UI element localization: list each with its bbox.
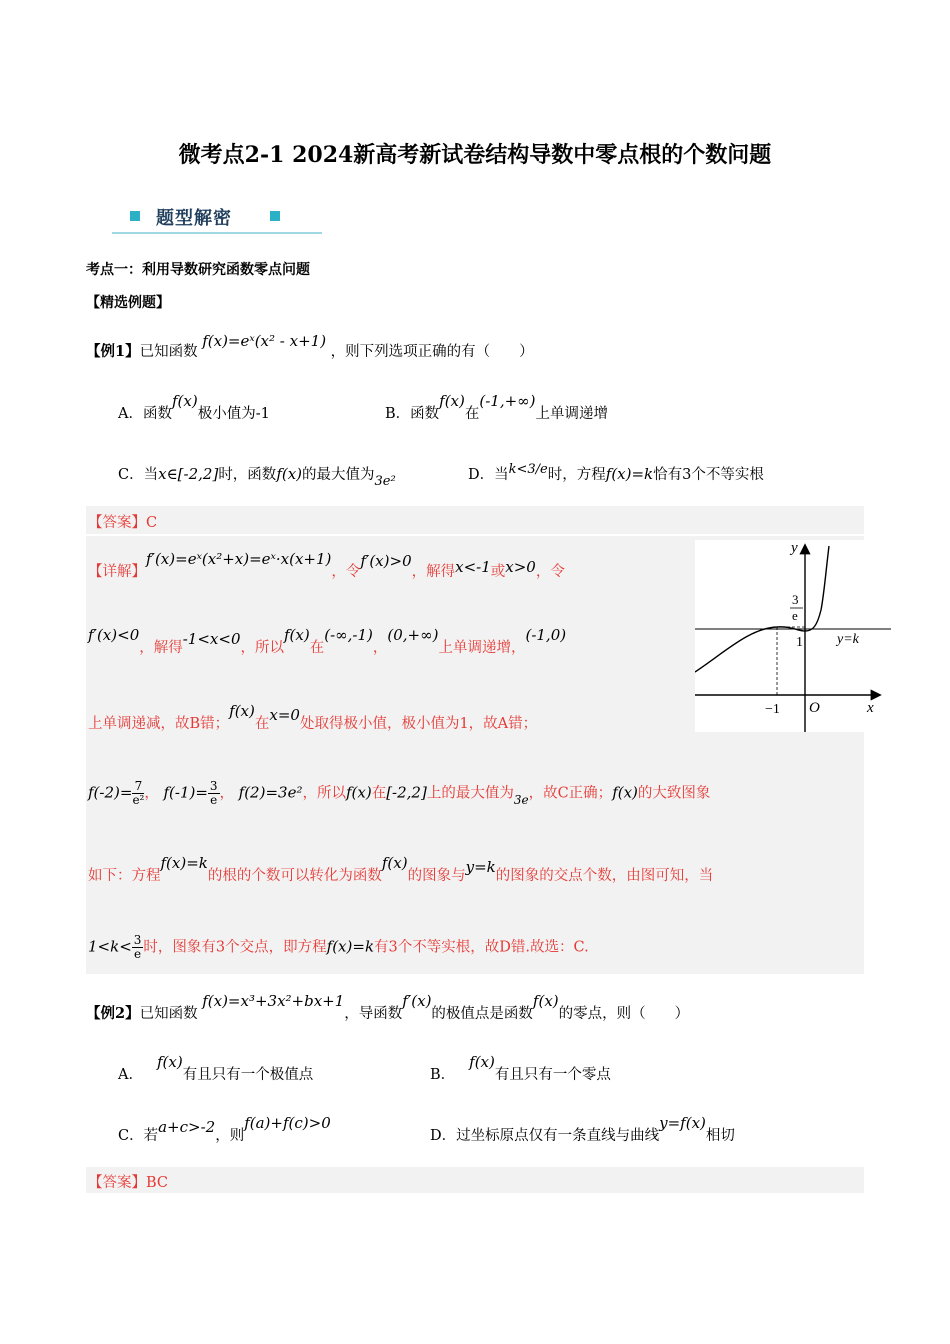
frac-denominator: e — [792, 608, 798, 623]
section-banner — [112, 202, 322, 236]
example1-answer: 【答案】C — [88, 515, 158, 531]
tick-minus-one: −1 — [765, 702, 780, 717]
answer-box — [86, 506, 864, 534]
solution-line-6: 1<k< $\frac{3}{e}$ 时，图象有3个交点，即方程f(x)=k有3个不等实根，故D错.故选：C. — [88, 933, 589, 961]
example1-option-c: C．当x∈[-2,2]时，函数f(x)的最大值为3e² — [118, 465, 396, 489]
banner-square-icon — [270, 211, 280, 221]
example2-option-d: D．过坐标原点仅有一条直线与曲线y=f(x)相切 — [430, 1114, 735, 1144]
answer-box-2 — [86, 1167, 864, 1193]
example1-label: 【例1】 — [86, 343, 140, 360]
graph-svg — [695, 540, 891, 732]
page-title: 微考点2-1 2024新高考新试卷结构导数中零点根的个数问题 — [178, 142, 772, 168]
banner-square-icon — [130, 211, 140, 221]
example2-option-b: B．f(x)有且只有一个零点 — [430, 1053, 611, 1083]
section-heading: 考点一：利用导数研究函数零点问题 — [86, 262, 310, 278]
curve-f-of-x — [695, 546, 829, 672]
banner-label: 题型解密 — [156, 208, 232, 229]
origin-label: O — [809, 700, 820, 716]
line-label-y-equals-k: y=k — [837, 632, 859, 647]
example2-answer: 【答案】BC — [88, 1175, 169, 1191]
x-axis-label: x — [867, 700, 874, 716]
solution-line-5: 如下：方程f(x)=k的根的个数可以转化为函数f(x)的图象与y=k的图象的交点个数，由图可知，当 — [88, 854, 714, 884]
selected-examples-heading: 【精选例题】 — [86, 295, 170, 311]
frac-numerator: 3 — [792, 592, 799, 607]
example2-option-c: C．若a+c>-2，则f(a)+f(c)>0 — [118, 1114, 331, 1144]
example2-option-a: A．f(x)有且只有一个极值点 — [118, 1053, 314, 1083]
example2-question: 【例2】已知函数 f(x)=x³+3x²+bx+1，导函数f′(x)的极值点是函数f(x)的零点，则（ ） — [86, 992, 690, 1022]
solution-line-4: f(-2)= $\frac{7}{\text{e²}}$ ， f(-1)= $\frac{3}{e}$ ， f(2)=3e²，所以f(x)在[-2,2]上的最大值为$_{3e}$，故C正确；f(x)的大致图象 — [88, 779, 711, 807]
example1-option-a: A．函数f(x)极小值为-1 — [118, 392, 270, 422]
solution-line-3: 上单调递减，故B错；f(x)在x=0处取得极小值，极小值为1，故A错； — [88, 702, 538, 732]
solution-line-1: 【详解】f′(x)=eˣ(x²+x)=eˣ·x(x+1)，令f′(x)>0，解得x<-1或x>0，令 — [88, 550, 565, 580]
y-axis-label: y — [791, 540, 798, 556]
solution-line-2: f′(x)<0，解得-1<x<0，所以f(x)在(-∞,-1)，(0,+∞)上单调递增，(-1,0) — [88, 626, 567, 656]
tick-one: 1 — [796, 635, 803, 650]
example1-question: 【例1】已知函数 f(x)=eˣ(x² - x+1) ，则下列选项正确的有（ ） — [86, 332, 534, 360]
example2-label: 【例2】 — [86, 1005, 140, 1022]
example1-function: f(x)=eˣ(x² - x+1) — [202, 332, 327, 350]
function-graph — [695, 540, 891, 732]
example1-option-b: B．函数f(x)在(-1,+∞)上单调递增 — [385, 392, 609, 422]
banner-underline — [112, 232, 322, 234]
example1-option-d: D．当k<3/e时，方程f(x)=k恰有3个不等实根 — [468, 462, 764, 483]
